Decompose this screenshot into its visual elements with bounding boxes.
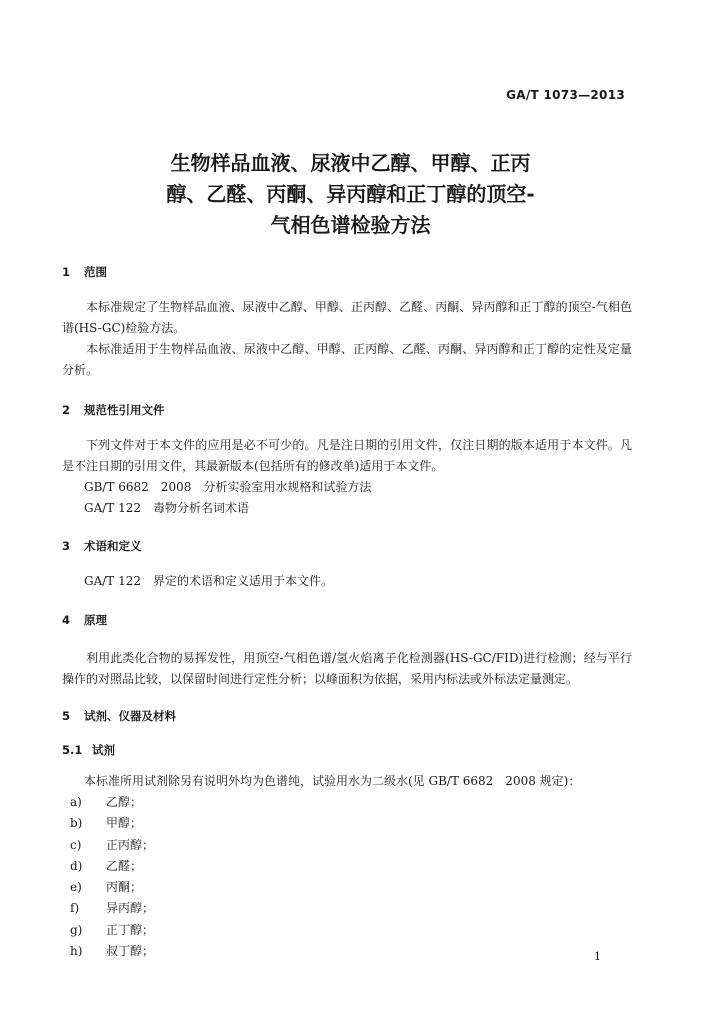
paragraph: 利用此类化合物的易挥发性，用顶空-气相色谱/氢火焰离子化检测器(HS-GC/FID)进行检测；经与平行操作的对照品比较，以保留时间进行定性分析；以峰面积为依据，采用内标法或外标法定量测定。 [62,651,632,686]
section-1-heading [62,264,107,280]
section-2-heading [62,402,165,418]
item-text: 正丁醇； [106,922,155,937]
item-text: 异丙醇； [106,901,155,916]
list-item [62,877,154,898]
paragraph: 本标准规定了生物样品血液、尿液中乙醇、甲醇、正丙醇、乙醛、丙酮、异丙醇和正丁醇的顶空-气相色谱(HS-GC)检验方法。 [62,300,632,335]
list-item [62,920,154,941]
item-text: 乙醛； [106,858,143,873]
section-number: 4 [62,613,71,627]
list-item [62,856,154,877]
item-text: 正丙醇； [106,837,155,852]
standard-code: GA/T 1073—2013 [506,88,625,102]
section-number: 2 [62,403,71,417]
item-marker: h) [70,944,83,959]
section-title: 原理 [84,613,107,627]
section-3-body: GA/T 122 界定的术语和定义适用于本文件。 [84,574,334,588]
title-line-2: 醇、乙醛、丙酮、异丙醇和正丁醇的顶空- [166,182,535,206]
reference-gb-t-6682: GB/T 6682 2008 分析实验室用水规格和试验方法 [84,480,372,494]
section-number: 1 [62,265,71,279]
section-title: 试剂 [92,743,115,757]
section-title: 试剂、仪器及材料 [84,709,176,723]
item-marker: d) [70,858,83,873]
paragraph: 本标准适用于生物样品血液、尿液中乙醇、甲醇、正丙醇、乙醛、丙酮、异丙醇和正丁醇的定性及定量分析。 [62,342,632,377]
section-4-heading [62,612,107,628]
list-item [62,813,154,834]
list-item [62,835,154,856]
reagent-list [62,792,154,962]
document-title [0,148,701,241]
list-item [62,792,154,813]
list-item [62,941,154,962]
title-line-1: 生物样品血液、尿液中乙醇、甲醇、正丙 [170,151,531,175]
section-number: 5.1 [62,743,83,757]
reference-ga-t-122: GA/T 122 毒物分析名词术语 [84,501,250,515]
page-number: 1 [594,950,601,963]
item-text: 乙醇； [106,795,143,809]
paragraph: 下列文件对于本文件的应用是必不可少的。凡是注日期的引用文件，仅注日期的版本适用于本文件。凡是不注日期的引用文件，其最新版本(包括所有的修改单)适用于本文件。 [62,438,632,473]
item-marker: g) [70,922,83,937]
section-title: 范围 [84,265,107,279]
section-number: 5 [62,709,71,723]
section-3-heading [62,538,142,554]
section-5-1-intro: 本标准所用试剂除另有说明外均为色谱纯，试验用水为二级水(见 GB/T 6682 2008 规定)： [84,774,581,788]
section-number: 3 [62,539,71,553]
item-text: 甲醇； [106,816,143,831]
item-marker: e) [70,880,82,895]
section-5-heading [62,708,176,724]
item-marker: f) [70,901,80,916]
section-5-1-heading [62,742,115,758]
item-text: 叔丁醇； [106,944,155,959]
item-marker: b) [70,816,83,831]
section-1-body [62,297,632,381]
title-line-3: 气相色谱检验方法 [270,213,431,237]
section-4-body [62,648,632,690]
item-marker: a) [70,795,82,809]
item-marker: c) [70,837,82,852]
section-2-body [62,435,632,477]
item-text: 丙酮； [106,880,143,895]
section-title: 规范性引用文件 [84,403,165,417]
section-title: 术语和定义 [84,539,142,553]
list-item [62,898,154,919]
